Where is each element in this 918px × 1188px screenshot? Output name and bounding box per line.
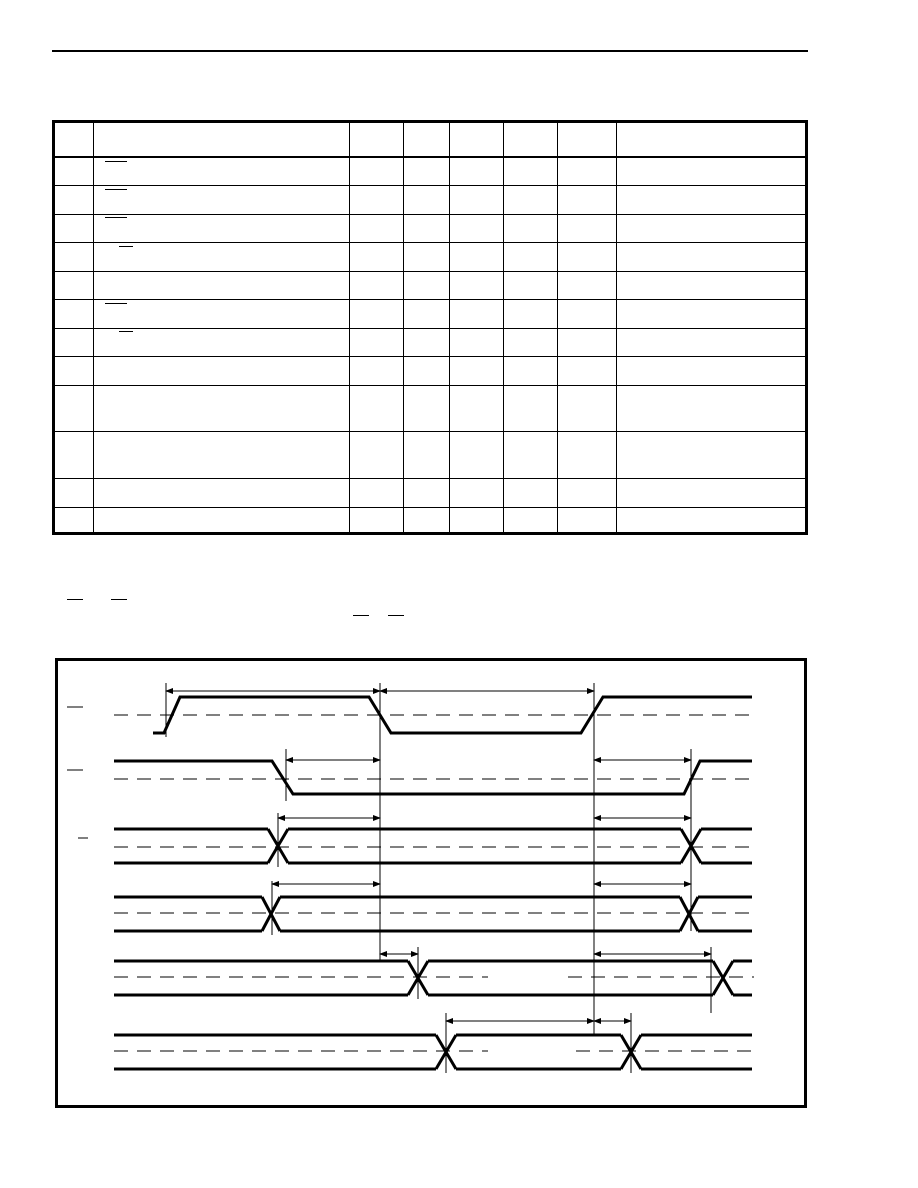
table-row-divider — [55, 299, 805, 300]
table-row-divider — [55, 271, 805, 272]
table-row-divider — [55, 214, 805, 215]
table-row-divider — [55, 478, 805, 479]
table-header-divider — [55, 156, 805, 158]
table-row-divider — [55, 356, 805, 357]
note-overbar-mark — [111, 599, 127, 600]
ac-characteristics-table — [52, 120, 808, 535]
header-rule — [52, 50, 808, 52]
overbar-mark — [105, 161, 127, 162]
table-row-divider — [55, 185, 805, 186]
timing-diagram — [55, 658, 807, 1108]
timing-waveforms — [58, 661, 810, 1111]
table-row-divider — [55, 328, 805, 329]
waveform-6 — [114, 1035, 752, 1069]
overbar-mark — [119, 331, 133, 332]
note-overbar-mark — [388, 615, 404, 616]
timing-arrows — [166, 691, 711, 1021]
waveform-2 — [114, 761, 752, 794]
waveform-5 — [114, 961, 752, 995]
table-row-divider — [55, 431, 805, 432]
timing-reference-lines — [166, 683, 711, 1073]
note-overbar-mark — [353, 615, 369, 616]
overbar-mark — [105, 303, 127, 304]
overbar-mark — [105, 189, 127, 190]
table-row-divider — [55, 242, 805, 243]
table-row-divider — [55, 385, 805, 386]
waveform-4 — [114, 897, 752, 931]
note-overbar-mark — [67, 599, 83, 600]
overbar-mark — [105, 217, 127, 218]
table-row-divider — [55, 507, 805, 508]
overbar-mark — [119, 246, 133, 247]
waveform-3 — [114, 829, 752, 863]
